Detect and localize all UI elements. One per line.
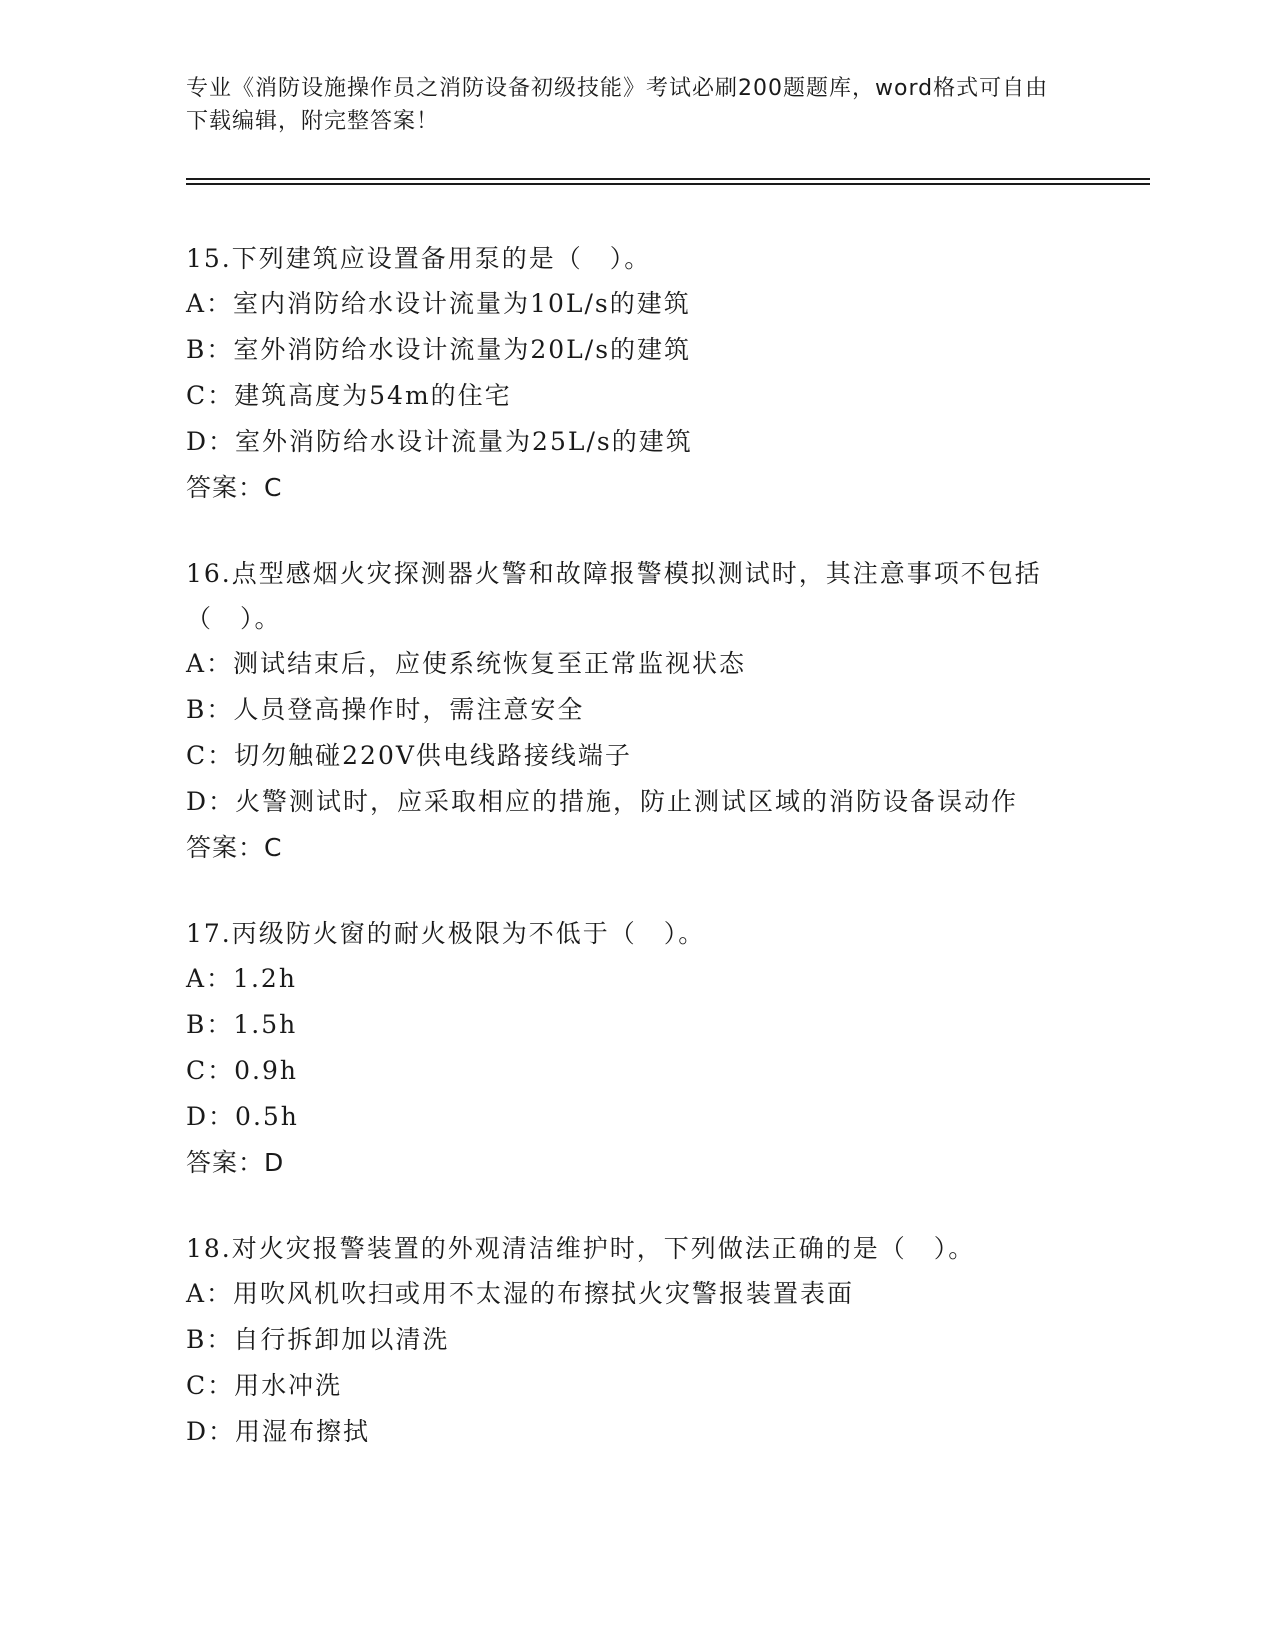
option-a: A：室内消防给水设计流量为10L/s的建筑 [186,289,691,318]
option-d: D：用湿布擦拭 [186,1417,371,1446]
option-a: A：用吹风机吹扫或用不太湿的布擦拭火灾警报装置表面 [186,1279,855,1308]
option-d: D：室外消防给水设计流量为25L/s的建筑 [186,427,693,456]
answer-line: 答案：C [186,473,283,502]
option-c: C：切勿触碰220V供电线路接线端子 [186,741,632,770]
header-rule-bottom [186,183,1150,185]
option-c: C：建筑高度为54m的住宅 [186,381,512,410]
question-list [186,236,1086,1495]
question-16 [186,551,1086,871]
answer-line: 答案：C [186,833,283,862]
answer-line: 答案：D [186,1148,285,1177]
option-a: A：1.2h [186,964,297,993]
option-b: B：1.5h [186,1010,298,1039]
option-a: A：测试结束后，应使系统恢复至正常监视状态 [186,649,747,678]
option-c: C：0.9h [186,1056,298,1085]
option-b: B：自行拆卸加以清洗 [186,1325,450,1354]
question-18 [186,1226,1086,1455]
question-stem: 15.下列建筑应设置备用泵的是（ ）。 [186,244,652,273]
option-c: C：用水冲洗 [186,1371,343,1400]
question-stem: 17.丙级防火窗的耐火极限为不低于（ ）。 [186,919,706,948]
question-15 [186,236,1086,511]
question-stem: 16.点型感烟火灾探测器火警和故障报警模拟测试时，其注意事项不包括（ ）。 [186,559,1042,633]
option-b: B：室外消防给水设计流量为20L/s的建筑 [186,335,692,364]
document-header: 专业《消防设施操作员之消防设备初级技能》考试必刷200题题库，word格式可自由下载编辑，附完整答案！ [186,76,1049,134]
question-stem: 18.对火灾报警装置的外观清洁维护时，下列做法正确的是（ ）。 [186,1234,976,1263]
option-b: B：人员登高操作时，需注意安全 [186,695,585,724]
question-17 [186,911,1086,1186]
option-d: D：0.5h [186,1102,299,1131]
option-d: D：火警测试时，应采取相应的措施，防止测试区域的消防设备误动作 [186,787,1019,816]
header-rule-top [186,178,1150,180]
